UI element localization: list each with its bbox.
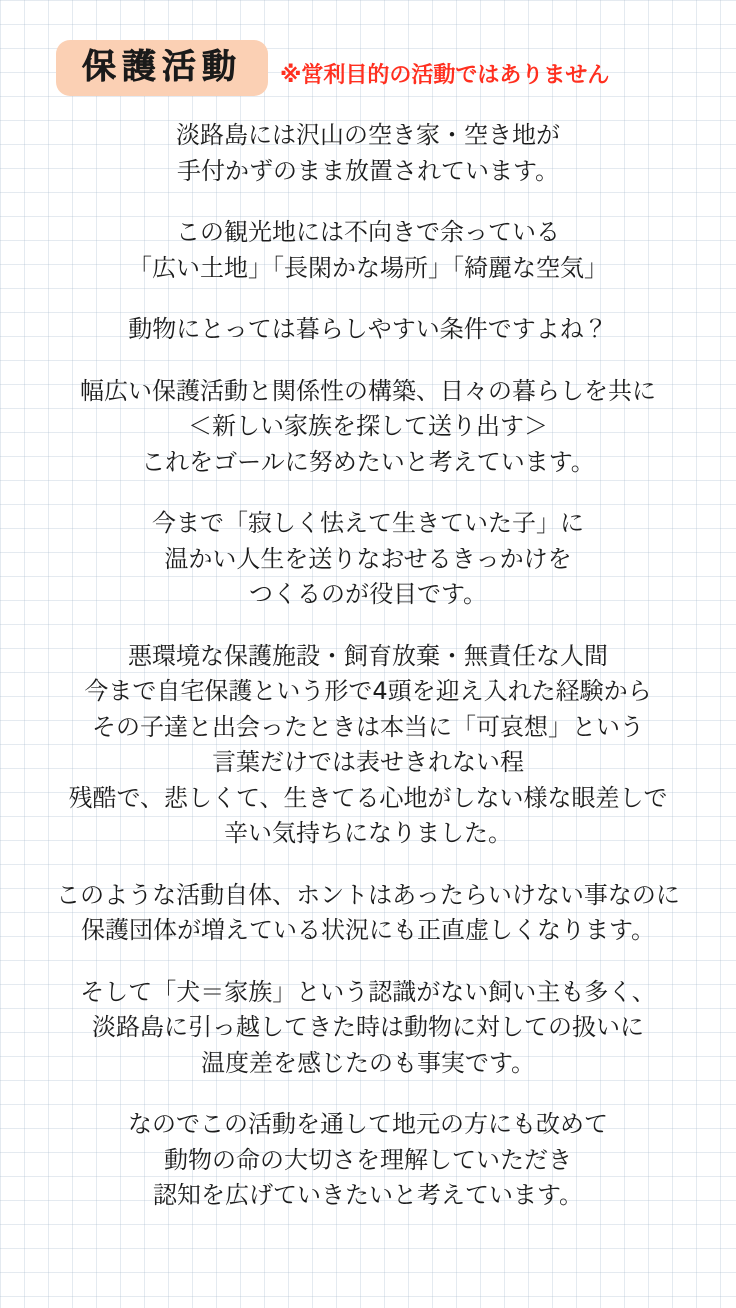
paragraph-line: 淡路島には沢山の空き家・空き地が — [176, 121, 560, 149]
paragraph-line: 今まで自宅保護という形で4頭を迎え入れた経験から — [84, 677, 652, 706]
paragraph-line: 悪環境な保護施設・飼育放棄・無責任な人間 — [128, 641, 608, 670]
paragraph-line: 残酷で、悲しくて、生きてる心地がしない様な眼差しで — [68, 783, 668, 812]
paragraph-7 — [0, 878, 736, 949]
paragraph-line: 今まで「寂しく怯えて生きていた子」に — [152, 509, 584, 538]
page-header — [56, 0, 736, 96]
paragraph-9 — [0, 1107, 736, 1214]
paragraph-line: つくるのが役目です。 — [248, 580, 488, 609]
paragraph-4 — [0, 374, 736, 481]
paragraph-line: この観光地には不向きで余っている — [176, 218, 560, 247]
paragraph-line: 手付かずのまま放置されています。 — [176, 156, 560, 185]
paragraph-line: 幅広い保護活動と関係性の構築、日々の暮らしを共に — [80, 376, 656, 405]
paragraph-3 — [0, 312, 736, 348]
paragraph-line: 言葉だけでは表せきれない程 — [212, 748, 524, 777]
paragraph-line: このような活動自体、ホントはあったらいけない事なのに — [56, 880, 680, 909]
paragraph-line: 保護団体が増えている状況にも正直虚しくなります。 — [80, 916, 656, 945]
paragraph-line: 淡路島に引っ越してきた時は動物に対しての扱いに — [92, 1013, 644, 1042]
paragraph-line: 認知を広げていきたいと考えています。 — [152, 1181, 584, 1210]
paragraph-line: 温度差を感じたのも事実です。 — [200, 1048, 536, 1077]
paragraph-line: 「広い土地」「長閑かな場所」「綺麗な空気」 — [128, 253, 608, 282]
paragraph-line: これをゴールに努めたいと考えています。 — [141, 447, 595, 476]
paragraph-8 — [0, 975, 736, 1082]
paragraph-6 — [0, 639, 736, 852]
paragraph-line: ＜新しい家族を探して送り出す＞ — [188, 412, 548, 441]
paragraph-line: なのでこの活動を通して地元の方にも改めて — [128, 1110, 608, 1139]
paragraph-line: そして「犬＝家族」という認識がない飼い主も多く、 — [80, 977, 656, 1006]
paragraph-line: 動物の命の大切さを理解していただき — [164, 1145, 572, 1174]
paragraph-line: 辛い気持ちになりました。 — [224, 819, 512, 848]
paragraph-line: 温かい人生を送りなおせるきっかけを — [164, 544, 572, 573]
paragraph-5 — [0, 506, 736, 613]
disclaimer-note: ※営利目的の活動ではありません — [280, 62, 610, 88]
title-badge — [56, 40, 268, 96]
paragraph-1 — [0, 118, 736, 189]
paragraph-line: その子達と出会ったときは本当に「可哀想」という — [92, 712, 644, 741]
page-title: 保護活動 — [82, 47, 242, 87]
body-content — [0, 118, 736, 1236]
paragraph-2 — [0, 215, 736, 286]
paragraph-line: 動物にとっては暮らしやすい条件ですよね？ — [128, 315, 608, 344]
